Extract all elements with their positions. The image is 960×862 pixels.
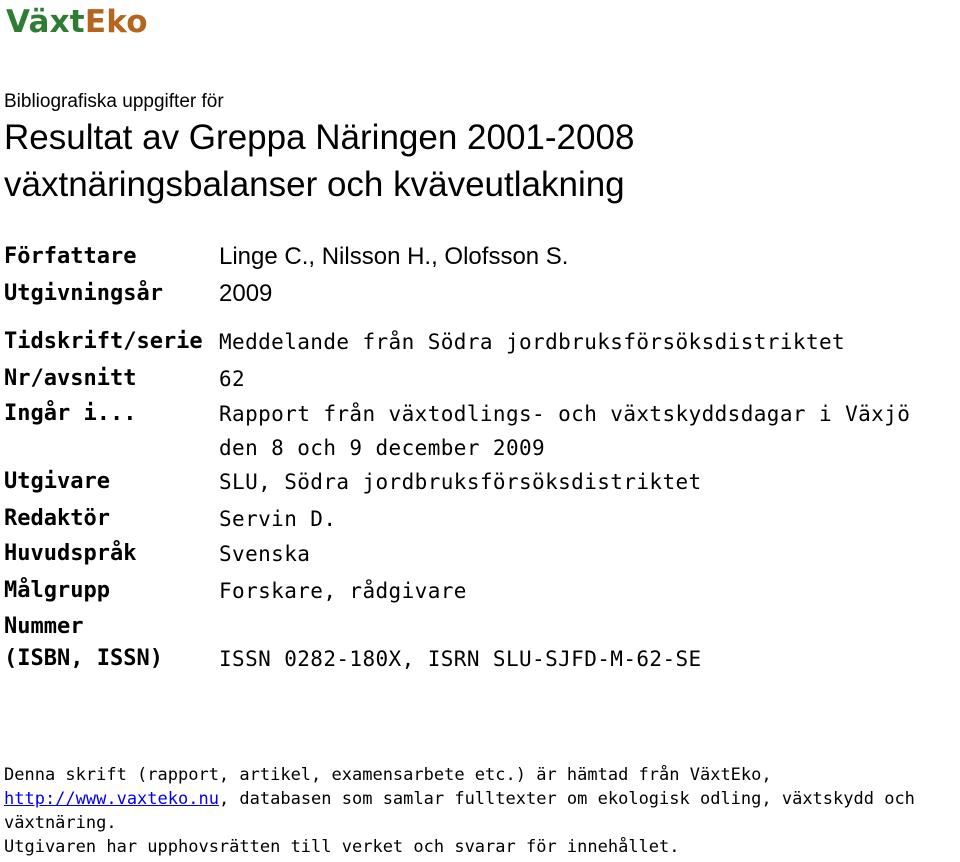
editor-label: Redaktör <box>4 506 110 531</box>
isbn-label-line-2: (ISBN, ISSN) <box>4 646 163 671</box>
vaxteko-link[interactable]: http://www.vaxteko.nu <box>4 789 219 809</box>
footer-line-2-rest: , databasen som samlar fulltexter om ekologisk odling, växtskydd och växtnäring. <box>4 789 915 833</box>
series-label: Tidskrift/serie <box>4 329 203 354</box>
number-value: 62 <box>219 367 246 391</box>
language-label: Huvudspråk <box>4 541 137 566</box>
series-value: Meddelande från Södra jordbruksförsöksdistriktet <box>219 330 846 354</box>
isbn-value: ISSN 0282-180X, ISRN SLU-SJFD-M-62-SE <box>219 647 702 671</box>
logo-part-eko: Eko <box>84 4 148 40</box>
part-of-value: Rapport från växtodlings- och växtskyddsdagar i Växjö den 8 och 9 december 2009 <box>219 402 911 460</box>
footer-notice <box>4 763 954 859</box>
author-label: Författare <box>4 244 137 269</box>
footer-line-3: Utgivaren har upphovsrätten till verket och svarar för innehållet. <box>4 837 680 857</box>
vaxteko-logo <box>6 4 148 40</box>
audience-value: Forskare, rådgivare <box>219 579 467 603</box>
year-label: Utgivningsår <box>4 281 163 306</box>
number-label: Nr/avsnitt <box>4 366 137 391</box>
document-title-line-2: växtnäringsbalanser och kväveutlakning <box>4 165 625 204</box>
document-title-line-1: Resultat av Greppa Näringen 2001-2008 <box>4 118 635 157</box>
footer-line-1: Denna skrift (rapport, artikel, examensarbete etc.) är hämtad från VäxtEko, <box>4 765 772 785</box>
editor-value: Servin D. <box>219 507 337 531</box>
year-value: 2009 <box>219 280 273 307</box>
publisher-value: SLU, Södra jordbruksförsöksdistriktet <box>219 470 702 494</box>
audience-label: Målgrupp <box>4 578 110 603</box>
publisher-label: Utgivare <box>4 469 110 494</box>
author-value: Linge C., Nilsson H., Olofsson S. <box>219 243 569 270</box>
language-value: Svenska <box>219 542 311 566</box>
logo-part-vaxt: Växt <box>6 4 85 40</box>
part-of-label: Ingår i... <box>4 401 137 426</box>
footer-line-2 <box>4 787 954 835</box>
isbn-label-line-1: Nummer <box>4 614 84 639</box>
intro-text: Bibliografiska uppgifter för <box>4 91 224 112</box>
